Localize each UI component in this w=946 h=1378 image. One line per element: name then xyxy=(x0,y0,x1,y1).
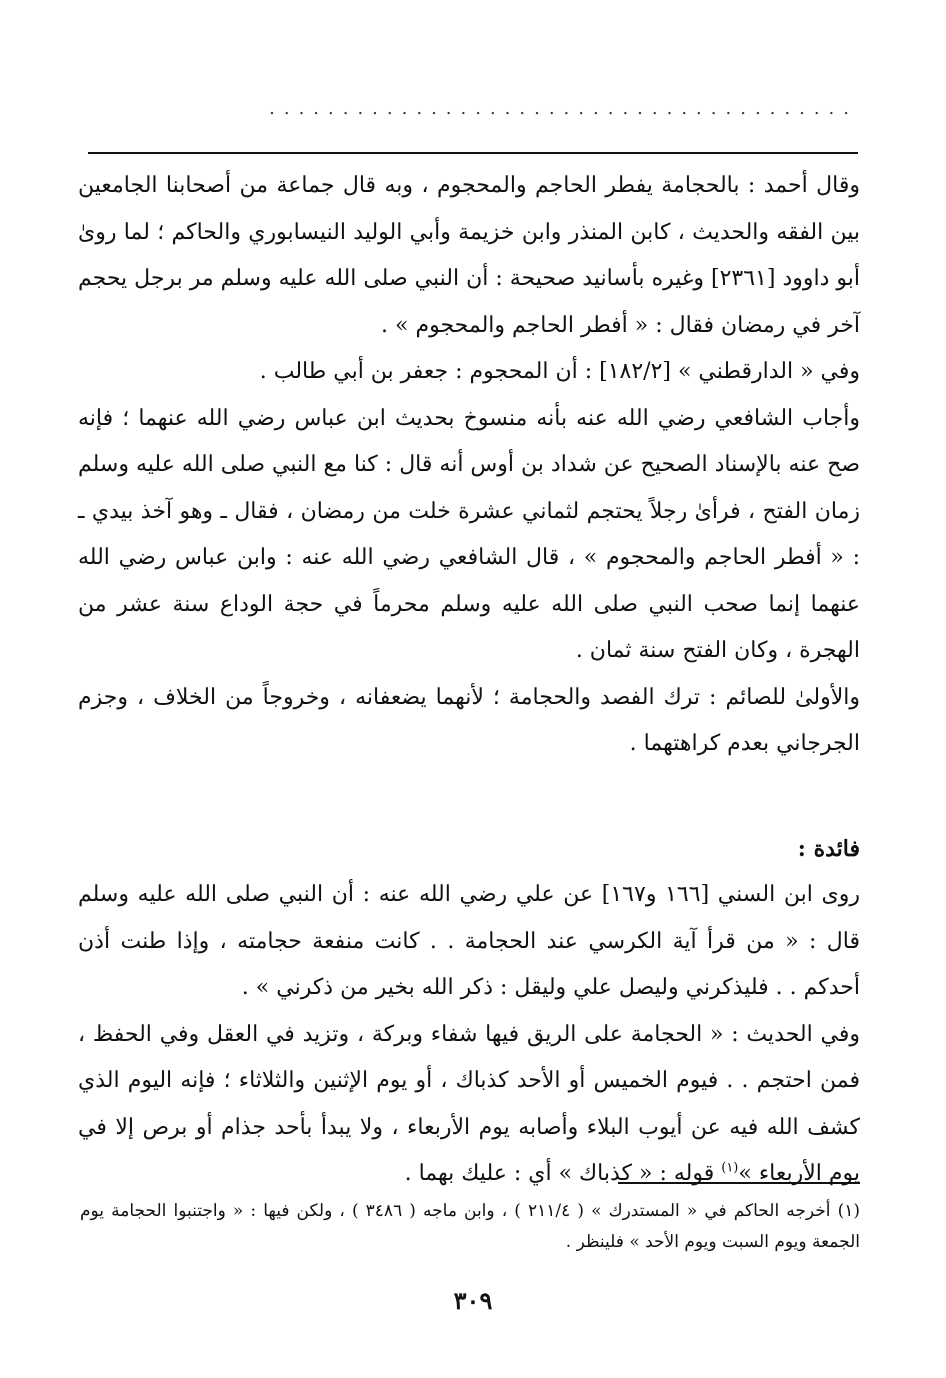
paragraph-4: والأولىٰ للصائم : ترك الفصد والحجامة ؛ لأنهما يضعفانه ، وخروجاً من الخلاف ، وجزم الجرجاني بعدم كراهتهما . xyxy=(78,684,860,756)
footnote-1: (١) أخرجه الحاكم في « المستدرك » ( ٢١١/٤ ) ، وابن ماجه ( ٣٤٨٦ ) ، ولكن فيها : « واجتنبوا الحجامة يوم الجمعة ويوم السبت ويوم الأحد » فلينظر . xyxy=(80,1201,860,1252)
section-paragraph-2-tail: قوله : « كذباك » أي : عليك بهما . xyxy=(404,1161,722,1186)
footnote-rule xyxy=(618,1182,860,1184)
section-paragraph-2-text: وفي الحديث : « الحجامة على الريق فيها شفاء وبركة ، وتزيد في العقل وفي الحفظ ، فمن احتجم . . فيوم الخميس أو الأحد كذباك ، أو يوم الإثنين والثلاثاء ؛ فإنه اليوم الذي كشف الله فيه عن أيوب البلاء وأصابه يوم الأربعاء ، ولا يبدأ بأحد جذام أو برص إلا في يوم الأربعاء » xyxy=(78,1021,860,1186)
header-dots: ........................................ xyxy=(269,98,858,119)
footnote-marker[interactable]: (١) xyxy=(721,1160,739,1176)
paragraph-2: وفي « الدارقطني » [١٨٢/٢] : أن المحجوم : جعفر بن أبي طالب . xyxy=(259,359,860,384)
top-rule xyxy=(88,152,858,154)
section-heading: فائدة : xyxy=(797,835,860,862)
paragraph-1: وقال أحمد : بالحجامة يفطر الحاجم والمحجوم ، وبه قال جماعة من أصحابنا الجامعين بين الفقه والحديث ، كابن المنذر وابن خزيمة وأبي الوليد النيسابوري والحاكم ؛ لما روىٰ أبو داوود [٢٣٦١] وغيره بأسانيد صحيحة : أن النبي صلى الله عليه وسلم مر برجل يحجم آخر في رمضان فقال : « أفطر الحاجم والمحجوم » . xyxy=(78,173,861,338)
section-paragraph-2 xyxy=(78,1012,860,1198)
paragraph-3: وأجاب الشافعي رضي الله عنه بأنه منسوخ بحديث ابن عباس رضي الله عنهما ؛ فإنه صح عنه بالإسناد الصحيح عن شداد بن أوس أنه قال : كنا مع النبي صلى الله عليه وسلم زمان الفتح ، فرأىٰ رجلاً يحتجم لثماني عشرة خلت من رمضان ، فقال ـ وهو آخذ بيدي ـ : « أفطر الحاجم والمحجوم » ، قال الشافعي رضي الله عنه : وابن عباس رضي الله عنهما إنما صحب النبي صلى الله عليه وسلم محرماً في حجة الوداع سنة عشر من الهجرة ، وكان الفتح سنة ثمان . xyxy=(78,405,860,663)
page-number: ٣٠٩ xyxy=(453,1286,493,1315)
main-text xyxy=(78,163,860,1198)
section-paragraph-1: روى ابن السني [١٦٦ و١٦٧] عن علي رضي الله عنه : أن النبي صلى الله عليه وسلم قال : « من قرأ آية الكرسي عند الحجامة . . كانت منفعة حجامته ، وإذا طنت أذن أحدكم . . فليذكرني وليصل علي وليقل : ذكر الله بخير من ذكرني » . xyxy=(78,882,861,1000)
footnotes xyxy=(80,1196,860,1258)
